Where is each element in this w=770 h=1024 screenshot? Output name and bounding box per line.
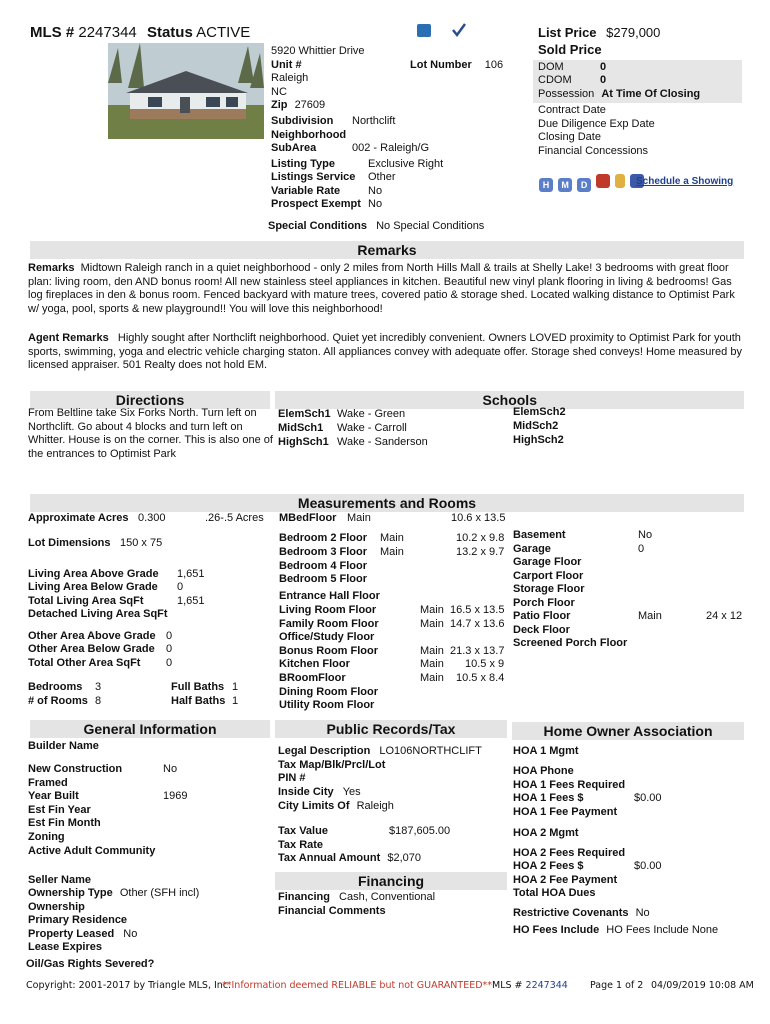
room-broom-label: BRoomFloor	[279, 672, 346, 684]
financial-concessions: Financial Concessions	[538, 145, 649, 157]
neighborhood-label: Neighborhood	[271, 129, 347, 141]
total-living-value: 1,651	[177, 595, 205, 607]
list-price-line	[538, 25, 660, 40]
listing-type-label: Listing Type	[271, 158, 335, 170]
page-number: Page 1 of 2	[590, 980, 644, 991]
room-family-level: Main	[420, 618, 444, 630]
room-living-label: Living Room Floor	[279, 604, 377, 616]
ownership-type-label: Ownership Type	[28, 887, 113, 899]
agent-remarks-paragraph	[28, 332, 744, 373]
remarks-paragraph	[28, 262, 744, 316]
room-utility-label: Utility Room Floor	[279, 699, 375, 711]
detached-label: Detached Living Area SqFt	[28, 608, 168, 620]
rooms-value: 8	[95, 695, 102, 707]
room-mbed-label: MBedFloor	[279, 512, 337, 524]
remarks-text: Midtown Raleigh ranch in a quiet neighborhood - only 2 miles from North Hills Mall & trails at Shelly Lake! 3 bedrooms with great floor plan: living room, den AND bonus room! All new stainless steel appliances in kitchen. Beautiful new vinyl plank flooring in living & bedrooms! Gas log fireplaces in den & bonus room. Fenced backyard with mature trees, covered patio & storage shed. Located walking distance to Optimist Park w/ yoga, pool, sports & new playground!! You will love this neighborhood!	[28, 262, 735, 315]
lot-number	[410, 59, 503, 73]
room-bed3-label: Bedroom 3 Floor	[279, 546, 368, 558]
list-price-label: List Price	[538, 25, 597, 40]
seller-label: Seller Name	[28, 874, 91, 886]
ho-fees-include	[513, 924, 718, 938]
property-leased-label: Property Leased	[28, 928, 115, 940]
remarks-header: Remarks	[30, 241, 744, 259]
new-construction-value: No	[163, 763, 178, 775]
zoning-label: Zoning	[28, 831, 65, 843]
room-family-label: Family Room Floor	[279, 618, 379, 630]
high1-value: Wake - Sanderson	[337, 436, 428, 448]
porch-floor-label: Porch Floor	[513, 597, 575, 609]
special-conditions-label: Special Conditions	[268, 220, 368, 232]
high1-label: HighSch1	[278, 436, 329, 448]
living-above-label: Living Area Above Grade	[28, 568, 159, 580]
tax-value-label: Tax Value	[278, 825, 328, 837]
full-baths-value: 1	[232, 681, 239, 693]
elem1-value: Wake - Green	[337, 408, 406, 420]
room-bed3-level: Main	[380, 546, 404, 558]
directions-text: From Beltline take Six Forks North. Turn left on Northclift. Go about 4 blocks and turn left on Whitter. House is on the corner. This is also one of the entrances to Optimist Park	[28, 407, 273, 460]
hoa-phone-label: HOA Phone	[513, 765, 574, 777]
subarea-value: 002 - Raleigh/G	[352, 142, 430, 154]
total-hoa-dues-label: Total HOA Dues	[513, 887, 596, 899]
builder-label: Builder Name	[28, 740, 99, 752]
full-baths-label: Full Baths	[171, 681, 225, 693]
zip-value: 27609	[294, 99, 326, 111]
schools-title: Schools	[482, 392, 537, 408]
approx-acres-label: Approximate Acres	[28, 512, 129, 524]
room-bonus-label: Bonus Room Floor	[279, 645, 378, 657]
listings-service-label: Listings Service	[271, 171, 356, 183]
showing-icons	[539, 174, 646, 192]
active-adult-label: Active Adult Community	[28, 845, 156, 857]
cdom-label: CDOM	[538, 74, 572, 86]
possession	[538, 88, 700, 102]
city-limits-value: Raleigh	[356, 800, 394, 812]
framed-label: Framed	[28, 777, 68, 789]
room-kitchen-size: 10.5 x 9	[465, 658, 505, 670]
prospect-exempt-label: Prospect Exempt	[271, 198, 361, 210]
m-icon[interactable]: M	[558, 178, 572, 192]
cdom-value: 0	[600, 74, 607, 86]
property-leased-value: No	[123, 928, 138, 940]
financing-header: Financing	[275, 872, 507, 890]
year-built-value: 1969	[163, 790, 188, 802]
record-icon[interactable]	[596, 174, 610, 188]
city-limits-label: City Limits Of	[278, 800, 350, 812]
room-living-size: 16.5 x 13.5	[450, 604, 505, 616]
dom-value: 0	[600, 61, 607, 73]
est-fin-year-label: Est Fin Year	[28, 804, 91, 816]
general-info-header: General Information	[30, 720, 270, 738]
hoa2-fees-value: $0.00	[634, 860, 662, 872]
oilgas-label: Oil/Gas Rights Severed?	[26, 958, 155, 970]
state: NC	[271, 86, 287, 98]
possession-value: At Time Of Closing	[601, 88, 701, 100]
year-built-label: Year Built	[28, 790, 79, 802]
patio-floor-label: Patio Floor	[513, 610, 571, 622]
timestamp: 04/09/2019 10:08 AM	[651, 980, 754, 991]
half-baths-label: Half Baths	[171, 695, 226, 707]
garage-label: Garage	[513, 543, 551, 555]
status-label: Status	[146, 24, 193, 41]
room-mbed-size: 10.6 x 13.5	[451, 512, 506, 524]
room-bed3-size: 13.2 x 9.7	[456, 546, 505, 558]
mid1-value: Wake - Carroll	[337, 422, 407, 434]
list-price: $279,000	[606, 25, 661, 40]
d-icon[interactable]: D	[577, 178, 591, 192]
city-limits	[278, 800, 394, 814]
financial-comments-label: Financial Comments	[278, 905, 386, 917]
garage-floor-label: Garage Floor	[513, 556, 582, 568]
h-icon[interactable]: H	[539, 178, 553, 192]
room-office-label: Office/Study Floor	[279, 631, 375, 643]
property-leased	[28, 928, 137, 942]
total-living-label: Total Living Area SqFt	[28, 595, 144, 607]
basement-value: No	[638, 529, 653, 541]
checkmark-icon[interactable]	[452, 22, 466, 41]
hoa1-fees-label: HOA 1 Fees $	[513, 792, 584, 804]
agent-remarks-text: Highly sought after Northclift neighborhood. Quiet yet incredibly convenient. Owners LOVED proximity to Optimist Park for youth sports, swimming, yoga and electric vehicle charging staton. All appliances convey with adequate offer. Storage shed conveys! Home measured by licensed appraiser. 501 Realty does not hold EM.	[28, 332, 742, 371]
footer-mls-label: MLS #	[492, 980, 523, 991]
elem2-label: ElemSch2	[513, 406, 566, 418]
status-value: ACTIVE	[196, 24, 251, 41]
unit-label: Unit #	[271, 59, 302, 71]
restrictive-value: No	[635, 907, 650, 919]
room-dining-label: Dining Room Floor	[279, 686, 378, 698]
mid1-label: MidSch1	[278, 422, 324, 434]
ownership-type	[28, 887, 199, 901]
acres-range: .26-.5 Acres	[205, 512, 264, 524]
mls-heading	[30, 24, 250, 41]
special-conditions	[268, 220, 484, 234]
hoa1-fees-value: $0.00	[634, 792, 662, 804]
restrictive-label: Restrictive Covenants	[513, 907, 629, 919]
bedrooms-value: 3	[95, 681, 102, 693]
legal-label: Legal Description	[278, 745, 371, 757]
room-bed5-label: Bedroom 5 Floor	[279, 573, 368, 585]
deck-floor-label: Deck Floor	[513, 624, 570, 636]
restrictive-covenants	[513, 907, 650, 921]
room-bonus-level: Main	[420, 645, 444, 657]
print-icon[interactable]	[417, 24, 431, 37]
room-living-level: Main	[420, 604, 444, 616]
schools-header	[275, 391, 744, 409]
mls-number: 2247344	[78, 24, 137, 41]
patio-level: Main	[638, 610, 662, 622]
tax-annual	[278, 852, 421, 866]
room-entrance-label: Entrance Hall Floor	[279, 590, 380, 602]
living-below-value: 0	[177, 581, 184, 593]
inside-city	[278, 786, 361, 800]
financing-label: Financing	[278, 891, 330, 903]
ho-fees-value: HO Fees Include None	[606, 924, 719, 936]
listings-service-value: Other	[368, 171, 396, 183]
primary-residence-label: Primary Residence	[28, 914, 128, 926]
special-conditions-value: No Special Conditions	[376, 220, 485, 232]
total-other-label: Total Other Area SqFt	[28, 657, 141, 669]
high2-label: HighSch2	[513, 434, 564, 446]
lot-dimensions-label: Lot Dimensions	[28, 537, 111, 549]
storage-floor-label: Storage Floor	[513, 583, 585, 595]
inside-city-label: Inside City	[278, 786, 334, 798]
lot-dimensions-value: 150 x 75	[120, 537, 163, 549]
footer-mls	[492, 980, 568, 991]
hoa2-payment-label: HOA 2 Fee Payment	[513, 874, 618, 886]
room-bed2-level: Main	[380, 532, 404, 544]
prospect-exempt-value: No	[368, 198, 383, 210]
taxmap-label: Tax Map/Blk/Prcl/Lot	[278, 759, 386, 771]
room-bed2-label: Bedroom 2 Floor	[279, 532, 368, 544]
footer-mls-number[interactable]: 2247344	[525, 980, 568, 991]
legal-description	[278, 745, 482, 759]
lot-number-value: 106	[484, 59, 504, 71]
tax-annual-label: Tax Annual Amount	[278, 852, 381, 864]
closing-date: Closing Date	[538, 131, 601, 143]
room-broom-level: Main	[420, 672, 444, 684]
zip	[271, 99, 325, 113]
other-below-label: Other Area Below Grade	[28, 643, 155, 655]
listing-type-value: Exclusive Right	[368, 158, 444, 170]
other-above-label: Other Area Above Grade	[28, 630, 156, 642]
variable-rate-value: No	[368, 185, 383, 197]
other-below-value: 0	[166, 643, 173, 655]
room-bonus-size: 21.3 x 13.7	[450, 645, 505, 657]
zip-label: Zip	[271, 99, 288, 111]
new-construction-label: New Construction	[28, 763, 123, 775]
possession-label: Possession	[538, 88, 595, 100]
mls-label: MLS #	[30, 24, 75, 41]
property-photo	[108, 43, 264, 139]
subdivision-value: Northclift	[352, 115, 396, 127]
subdivision-label: Subdivision	[271, 115, 334, 127]
lot-number-label: Lot Number	[410, 59, 472, 71]
variable-rate-label: Variable Rate	[271, 185, 341, 197]
hoa2-mgmt-label: HOA 2 Mgmt	[513, 827, 579, 839]
total-other-value: 0	[166, 657, 173, 669]
dom-label: DOM	[538, 61, 564, 73]
sold-price-label: Sold Price	[538, 42, 602, 57]
public-records-header: Public Records/Tax	[275, 720, 507, 738]
disclaimer: **Information deemed RELIABLE but not GUARANTEED**	[222, 980, 493, 991]
bedrooms-label: Bedrooms	[28, 681, 83, 693]
mid2-label: MidSch2	[513, 420, 559, 432]
tax-annual-value: $2,070	[387, 852, 421, 864]
hoa-header: Home Owner Association	[512, 722, 744, 740]
garage-value: 0	[638, 543, 645, 555]
street-address: 5920 Whittier Drive	[271, 45, 365, 57]
hoa2-fees-req-label: HOA 2 Fees Required	[513, 847, 626, 859]
agent-remarks-label: Agent Remarks	[28, 332, 109, 344]
room-kitchen-label: Kitchen Floor	[279, 658, 350, 670]
carport-floor-label: Carport Floor	[513, 570, 584, 582]
room-mbed-level: Main	[347, 512, 371, 524]
hoa2-fees-label: HOA 2 Fees $	[513, 860, 584, 872]
half-baths-value: 1	[232, 695, 239, 707]
room-family-size: 14.7 x 13.6	[450, 618, 505, 630]
copyright: Copyright: 2001-2017 by Triangle MLS, Inc.	[26, 980, 232, 991]
financing	[278, 891, 435, 905]
inside-city-value: Yes	[342, 786, 361, 798]
map-pin-icon[interactable]	[615, 174, 625, 188]
patio-size: 24 x 12	[706, 610, 743, 622]
directions-header: Directions	[30, 391, 270, 409]
living-below-label: Living Area Below Grade	[28, 581, 158, 593]
city: Raleigh	[271, 72, 309, 84]
hoa1-mgmt-label: HOA 1 Mgmt	[513, 745, 579, 757]
est-fin-month-label: Est Fin Month	[28, 817, 101, 829]
room-bed2-size: 10.2 x 9.8	[456, 532, 505, 544]
contract-date: Contract Date	[538, 104, 606, 116]
hoa1-fees-req-label: HOA 1 Fees Required	[513, 779, 626, 791]
financing-value: Cash, Conventional	[339, 891, 436, 903]
screened-porch-label: Screened Porch Floor	[513, 637, 628, 649]
rooms-label: # of Rooms	[28, 695, 88, 707]
room-kitchen-level: Main	[420, 658, 444, 670]
approx-acres-value: 0.300	[138, 512, 166, 524]
pin-label: PIN #	[278, 772, 306, 784]
room-bed4-label: Bedroom 4 Floor	[279, 560, 368, 572]
lease-expires-label: Lease Expires	[28, 941, 102, 953]
subarea-label: SubArea	[271, 142, 317, 154]
basement-label: Basement	[513, 529, 566, 541]
measurements-header: Measurements and Rooms	[30, 494, 744, 512]
schedule-showing-link[interactable]: Schedule a Showing	[636, 176, 734, 187]
hoa1-payment-label: HOA 1 Fee Payment	[513, 806, 618, 818]
room-broom-size: 10.5 x 8.4	[456, 672, 505, 684]
living-above-value: 1,651	[177, 568, 205, 580]
legal-value: LO106NORTHCLIFT	[379, 745, 482, 757]
remarks-label: Remarks	[28, 262, 75, 274]
ho-fees-label: HO Fees Include	[513, 924, 600, 936]
other-above-value: 0	[166, 630, 173, 642]
ownership-label: Ownership	[28, 901, 85, 913]
tax-rate-label: Tax Rate	[278, 839, 324, 851]
elem1-label: ElemSch1	[278, 408, 331, 420]
due-diligence: Due Diligence Exp Date	[538, 118, 655, 130]
ownership-type-value: Other (SFH incl)	[119, 887, 200, 899]
tax-value: $187,605.00	[389, 825, 451, 837]
